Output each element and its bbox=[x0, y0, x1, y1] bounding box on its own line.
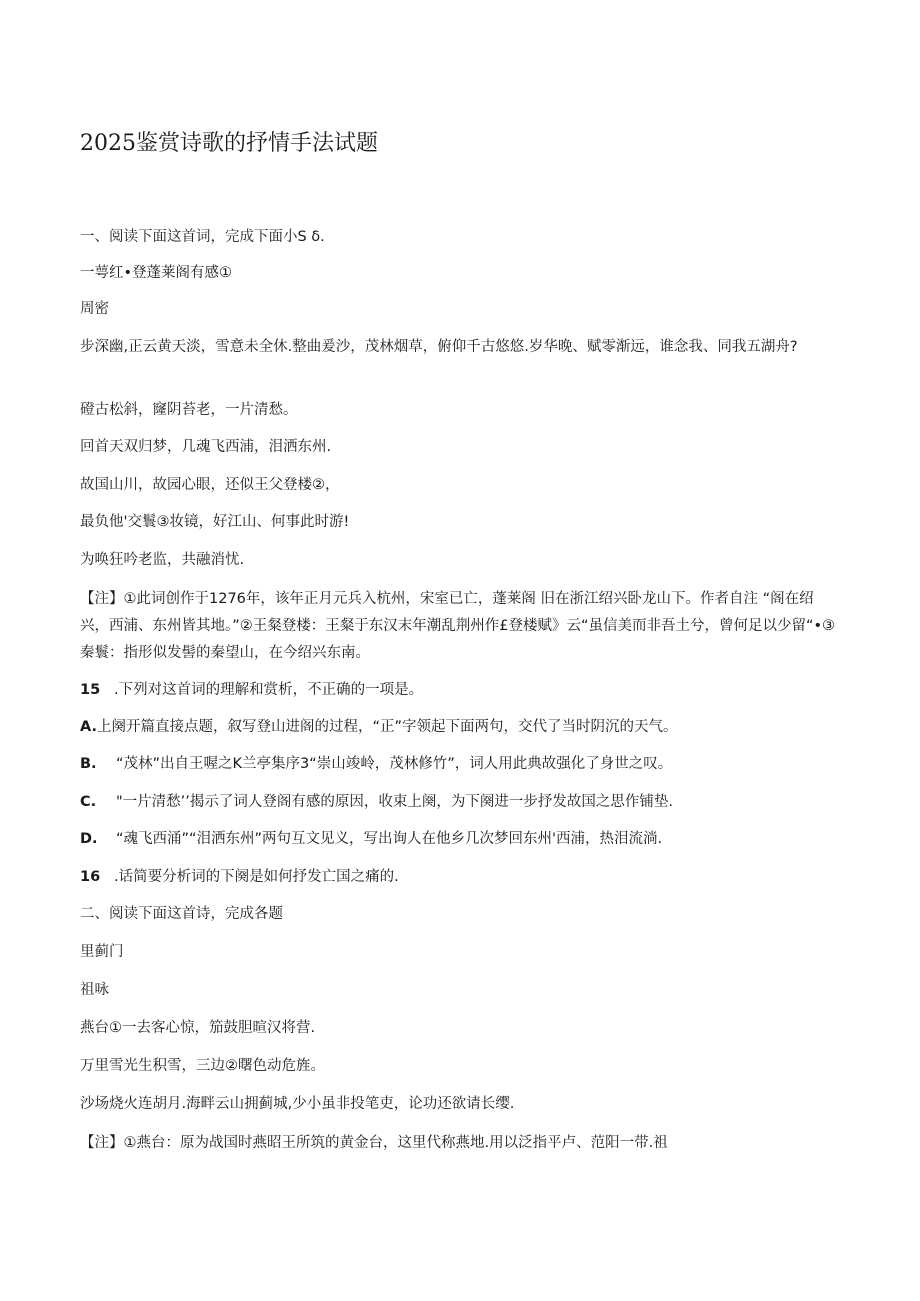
poem2-line-3: 沙场烧火连胡月.海畔云山拥蓟城,少小虽非投笔吏，论功还欲请长缨. bbox=[80, 1096, 515, 1112]
poem2-title: 里蓟门 bbox=[80, 944, 124, 960]
poem1-line-4: 故国山川，故园心眼，还似王父登楼②， bbox=[80, 477, 340, 493]
poem1-line-2: 磴古松斜，窿阴苔老，一片清愁。 bbox=[80, 402, 298, 418]
section2-heading: 二、阅读下面这首诗，完成各题 bbox=[80, 906, 283, 922]
poem1-line-1: 步深幽,正云黄天淡，雪意未全休.整曲爰沙，茂林烟草，俯仰千古悠悠.岁华晚、赋零渐远，谁念我、同我五湖舟? bbox=[80, 339, 798, 355]
option-b-label: B. bbox=[80, 756, 97, 772]
question-15-text: .下列对这首词的理解和赏析，不正确的一项是。 bbox=[114, 682, 424, 698]
section1-heading: 一、阅读下面这首词，完成下面小S δ. bbox=[80, 229, 325, 245]
option-d bbox=[80, 826, 840, 852]
poem1-author: 周密 bbox=[80, 301, 109, 317]
poem1-line-6: 为唤狂吟老监，共融消忧. bbox=[80, 552, 245, 568]
poem2-line-1: 燕台①一去客心惊，笳鼓胆暄汉将营. bbox=[80, 1020, 316, 1036]
option-a bbox=[80, 714, 840, 740]
question-15-number: 15 bbox=[80, 682, 101, 698]
poem1-line-5: 最负他'交鬟③妆镜，好江山、何事此时游! bbox=[80, 514, 350, 530]
option-b-text: “茂林”出自王喔之K兰亭集序3“崇山竣岭，茂林修竹”，词人用此典故强化了身世之叹。 bbox=[116, 756, 673, 772]
option-b bbox=[80, 751, 840, 777]
poem2-line-2: 万里雪光生积雪，三边②曙色动危旌。 bbox=[80, 1058, 325, 1074]
poem1-line-3: 回首天双归梦，几魂飞西浦，泪洒东州. bbox=[80, 439, 332, 455]
option-d-label: D. bbox=[80, 831, 98, 847]
question-16-number: 16 bbox=[80, 869, 101, 885]
poem2-author: 祖咏 bbox=[80, 982, 109, 998]
poem1-title: 一萼红•登蓬莱阁有感① bbox=[80, 265, 233, 281]
poem2-note: 【注】①燕台：原为战国时燕昭王所筑的黄金台，这里代称燕地.用以泛指平卢、范阳一带.祖 bbox=[80, 1135, 668, 1151]
option-a-label: A. bbox=[80, 719, 97, 735]
option-c-text: "一片清愁’’揭示了词人登阁有感的原因，收束上阕，为下阕进一步抒发故国之思作铺垫. bbox=[116, 794, 673, 810]
question-15 bbox=[80, 677, 840, 703]
poem1-note: 【注】①此词创作于1276年，该年正月元兵入杭州，宋室已亡，蓬莱阁 旧在浙江绍兴卧龙山下。作者自注 “阁在绍兴，西浦、东州皆其地。”②王粲登楼：王粲于东汉末年潮乱荆州作£登楼赋》云“虽信美而非吾土兮，曾何足以少留“•③秦鬟：指形似发髻的秦望山，在今绍兴东南。 bbox=[80, 591, 836, 661]
question-16 bbox=[80, 864, 840, 890]
question-16-text: .话简要分析词的下阕是如何抒发亡国之痛的. bbox=[114, 869, 399, 885]
option-c-label: C. bbox=[80, 794, 97, 810]
option-a-text: 上阕开篇直接点题，叙写登山进阁的过程，“正”字领起下面两句，交代了当时阴沉的天气。 bbox=[97, 719, 678, 735]
document-title: 2025鉴赏诗歌的抒情手法试题 bbox=[80, 131, 378, 156]
option-c bbox=[80, 789, 840, 815]
option-d-text: “魂飞西涌”“泪洒东州”两句互文见义，写出询人在他乡几次梦回东州'西浦，热泪流淌. bbox=[116, 831, 663, 847]
